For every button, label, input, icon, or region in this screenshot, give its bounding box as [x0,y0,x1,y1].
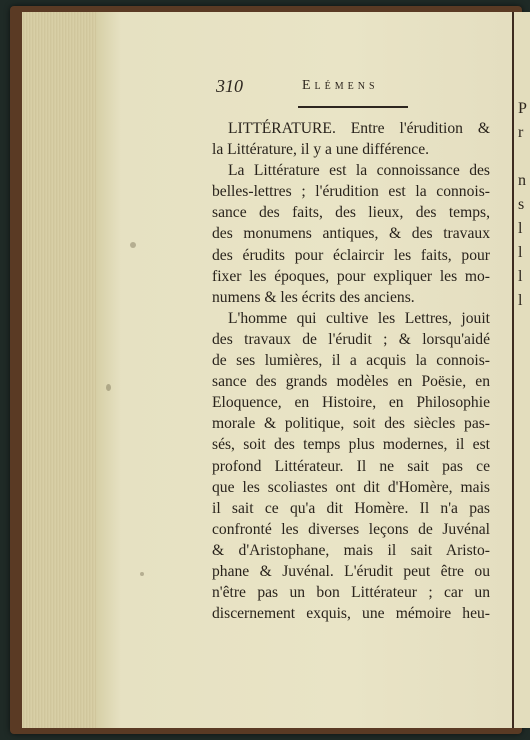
paragraph [212,308,490,624]
text-line: numens & les écrits des anciens. [212,288,415,306]
text-line: phane & Juvénal. L'érudit peut être ou [212,562,490,580]
text-line: discernement exquis, une mémoire heu- [212,605,490,623]
text-line: des travaux de l'érudit ; & lorsqu'aidé [212,330,490,348]
facing-text-fragment: l [518,244,523,261]
text-line: sance des faits, des lieux, des temps, [212,204,490,222]
facing-text-fragment: r [518,124,524,141]
text-line: de ses lumières, il a acquis la connois- [212,352,490,370]
text-line: morale & politique, soit des siècles pas- [212,415,490,433]
text-line: L'homme qui cultive les Lettres, jouit [228,309,490,327]
facing-text-fragment: l [518,268,523,285]
text-line: & d'Aristophane, mais il sait Aristo- [212,541,490,559]
paragraph [212,160,490,308]
header-rule [298,106,408,108]
running-head [216,76,416,98]
facing-text-fragment: l [518,220,523,237]
text-line: n'être pas un bon Littérateur ; car un [212,584,490,602]
facing-page-edge [512,12,530,728]
text-line: La Littérature est la connoissance des [228,162,490,180]
text-line: fixer les époques, pour expliquer les mo- [212,267,490,285]
text-line: que les scoliastes ont dit d'Homère, mais [212,478,490,496]
running-title: Elémens [302,78,379,93]
facing-text-fragment: P [518,100,527,117]
text-line: Eloquence, en Histoire, en Philosophie [212,394,490,412]
text-line: sés, soit des temps plus modernes, il est [212,436,490,454]
text-line: sance des grands modèles en Poësie, en [212,373,490,391]
facing-text-fragment: l [518,292,523,309]
facing-text-fragment: n [518,172,526,189]
text-line: belles-lettres ; l'érudition est la connois- [212,183,490,201]
text-line: confronté les diverses leçons de Juvénal [212,520,490,538]
text-line: des monumens antiques, & des travaux [212,225,490,243]
text-line: profond Littérateur. Il ne sait pas ce [212,457,490,475]
text-line: la Littérature, il y a une différence. [212,141,430,159]
paper-stain [140,572,144,576]
text-line: des érudits pour éclaircir les faits, pour [212,246,490,264]
page-number: 310 [216,76,243,96]
body-text [212,118,490,624]
facing-text-fragment: s [518,196,525,213]
paragraph [212,118,490,160]
text-line: LITTÉRATURE. Entre l'érudition & [228,120,490,137]
text-line: il sait ce qu'a dit Homère. Il n'a pas [212,499,490,517]
paper-stain [106,384,111,391]
paper-stain [130,242,136,248]
